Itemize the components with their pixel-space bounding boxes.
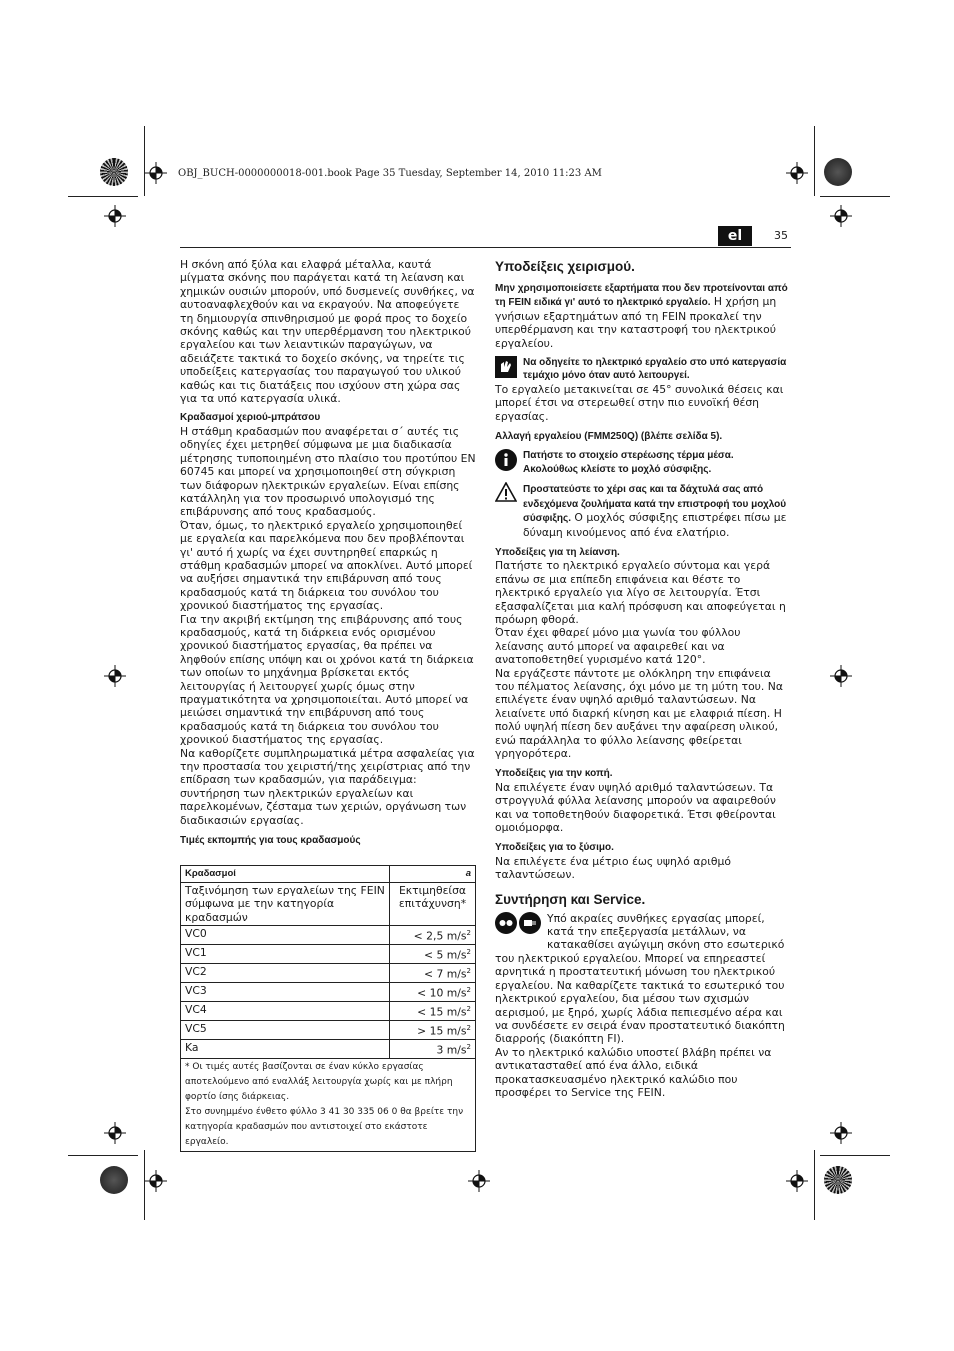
table-header-row [181,866,476,882]
table-cell: VC1 [181,945,390,964]
press-note [495,449,791,476]
registration-mark-icon [786,1170,808,1192]
table-cell [390,1021,476,1040]
registration-mark-icon [104,665,126,687]
value: 5 m/s [436,948,467,962]
table-row [181,1021,476,1040]
table-cell: VC2 [181,964,390,983]
guide-text: Να οδηγείτε το ηλεκτρικό εργαλείο στο υπό κατεργασία τεμάχιο μόνο όταν αυτό λειτουργεί. [523,357,787,382]
vibration-table [180,865,476,1152]
value: 3 m/s [436,1043,467,1057]
registration-mark-icon [104,205,126,227]
comparison-sign: < [417,1005,427,1019]
protect-warning: Προστατεύστε το χέρι σας και τα δάχτυλά σας από ενδεχόμενα ζουλήματα κατά την επιστροφή του μοχλού σύσφιξης. [523,484,787,525]
warning-triangle-icon [495,482,517,502]
press-text: Πατήστε το στοιχείο στερέωσης τέρμα μέσα. Ακολούθως κλείστε το μοχλό σύσφιξης. [523,450,734,475]
guide-note [495,356,791,383]
sanding-paragraph: Να εργάζεστε πάντοτε με ολόκληρη την επιφάνεια του πέλματος λείανσης, όχι μόνο με τη μύτη του. Να επιλέγετε έναν υψηλό αριθμό ταλαντώσεων. Να λειαίνετε υπό διαρκή κίνηση και με ελαφριά πίεση. Η πολύ υψηλή πίεση δεν αυξάνει την αφαίρεση υλικού, ενώ παράλληλα το φύλλο λείανσης φθείρεται γρηγορότερα. [495,666,783,760]
protect-note [495,482,791,539]
table-header-cell: a [390,866,476,882]
usage-text: Η χρήση μη γνήσιων εξαρτημάτων από τη FEIN προκαλεί την υπερθέρμανση και την καταστροφή του ηλεκτρικού εργαλείου. [495,295,777,350]
value: 15 m/s [429,1005,467,1019]
table-row [181,1002,476,1021]
exponent: 2 [466,1005,471,1014]
left-column [180,258,476,1152]
registration-mark-icon [104,1122,126,1144]
cutting-heading: Υποδείξεις για την κοπή. [495,768,613,780]
info-icon [495,449,517,471]
emission-table-heading: Τιμές εκπομπής για τους κραδασμούς [180,835,361,847]
service-paragraph: Αν το ηλεκτρικό καλώδιο υποστεί βλάβη πρέπει να αντικατασταθεί από ένα άλλο, ειδικά προκατασκευασμένο ηλεκτρικό καλώδιο που προσφέρει το Service της FEIN. [495,1045,772,1099]
usage-warning: Μην χρησιμοποιείσετε εξαρτήματα που δεν προτείνονται από τη FEIN ειδικά γι' αυτό το ηλεκτρικό εργαλείο. [495,283,788,309]
table-cell [390,945,476,964]
comparison-sign: > [417,1024,427,1038]
goggles-icon [495,912,517,934]
value: 10 m/s [429,986,467,1000]
cutting-paragraph: Να επιλέγετε έναν υψηλό αριθμό ταλαντώσεων. Τα στρογγυλά φύλλα λείανσης μπορούν να αφαιρεθούν και να τοποθετηθούν διαφορετικά. Έτσι φθείρονται ομοιόμορφα. [495,780,776,835]
service-icons [495,912,541,952]
crop-mark [814,126,815,196]
crop-mark [144,126,145,196]
exponent: 2 [466,967,471,976]
exponent: 2 [466,1024,471,1033]
table-cell [390,983,476,1002]
crop-mark [820,196,890,197]
value: 7 m/s [436,967,467,981]
tilt-paragraph: Το εργαλείο μετακινείται σε 45° συνολικά θέσεις και μπορεί έτσι να στερεωθεί στην πιο ευνοϊκή θέση εργασίας. [495,382,784,423]
table-note-row [181,1059,476,1152]
service-paragraph: του ηλεκτρικού εργαλείου. Μπορεί να επηρεαστεί αρνητικά η προστατευτική μόνωση του ηλεκτρικού εργαλείου. Να καθαρίζετε τακτικά το εσωτερικό του ηλεκτρικού εργαλείου, δια μέσου των σχισμών αερισμού, με ξηρό, χωρίς λάδια πεπιεσμένο αέρα και να συνδέσετε εν σειρά έναν προστατευτικό διακόπτη διαρροής (διακόπτη FI). [495,951,785,1046]
print-slug: OBJ_BUCH-0000000018-001.book Page 35 Tuesday, September 14, 2010 11:23 AM [178,168,602,179]
scraping-heading: Υποδείξεις για το ξύσιμο. [495,842,614,854]
comparison-sign: < [423,948,433,962]
vibration-paragraph: Η στάθμη κραδασμών που αναφέρεται σ΄ αυτές τις οδηγίες έχει μετρηθεί σύμφωνα με μια διαδικασία μέτρησης τυποποιημένη στο πλαίσιο του προτύπου EN 60745 και μπορεί να χρησιμοποιηθεί στη σύγκριση των διάφορων ηλεκτρικών εργαλείων. Είναι επίσης κατάλληλη για τον προσωρινό υπολογισμό της επιβάρυνσης από τους κραδασμούς. [180,424,476,519]
sanding-heading: Υποδείξεις για τη λείανση. [495,546,620,558]
usage-paragraph [495,281,791,350]
value: 15 m/s [429,1024,467,1038]
table-row [181,964,476,983]
table-cell: VC0 [181,926,390,945]
tool-change-heading: Αλλαγή εργαλείου (FMM250Q) (βλέπε σελίδα 5). [495,431,723,443]
protect-text [523,482,791,539]
language-badge: el [718,226,752,246]
color-target-icon [824,1166,852,1194]
color-target-icon [100,158,128,186]
table-cell [390,964,476,983]
table-row [181,983,476,1002]
table-cell: Εκτιμηθείσα επιτάχυνση* [390,882,476,925]
exponent: 2 [466,986,471,995]
table-header-cell: Κραδασμοί [181,866,390,882]
registration-mark-icon [830,1122,852,1144]
crop-mark [814,1150,815,1220]
crop-mark [820,1155,890,1156]
sanding-paragraph: Όταν έχει φθαρεί μόνο μια γωνία του φύλλου λείανσης αυτό μπορεί να αφαιρεθεί και να ανατοποθετηθεί γυρισμένο κατά 120°. [495,626,741,667]
crop-mark [68,196,138,197]
table-row [181,926,476,945]
color-target-icon [100,1166,128,1194]
registration-mark-icon [830,205,852,227]
usage-heading: Υποδείξεις χειρισμού. [495,259,635,274]
vibration-paragraph: Να καθορίζετε συμπληρωματικά μέτρα ασφαλείας για την προστασία του χειριστή/της χειρίστριας από την επίδραση των κραδασμών, για παράδειγμα: συντήρηση των ηλεκτρικών εργαλείων και παρελκομένων, ζέσταμα των χεριών, οργάνωση των διαδικασιών εργασίας. [180,746,475,827]
table-note [181,1059,476,1152]
table-cell: VC4 [181,1002,390,1021]
service-heading: Συντήρηση και Service. [495,891,646,907]
registration-mark-icon [786,162,808,184]
protect-detail: Ο μοχλός σύσφιξης επιστρέφει πίσω με δύναμη κινούμενος από ένα ελατήριο. [523,511,787,539]
table-cell: VC3 [181,983,390,1002]
table-cell [390,1040,476,1059]
scraping-paragraph: Να επιλέγετε ένα μέτριο έως υψηλό αριθμό ταλαντώσεων. [495,854,731,882]
service-paragraph-start: Υπό ακραίες συνθήκες εργασίας μπορεί, κατά την επεξεργασία μετάλλων, να κατακαθίσει αγώγιμη σκόνη στο εσωτερικό [547,911,785,952]
unplug-icon [519,912,541,934]
page-number: 35 [774,229,788,242]
header-rule [180,247,791,248]
comparison-sign: < [417,986,427,1000]
color-target-icon [824,158,852,186]
registration-mark-icon [830,665,852,687]
value: 2,5 m/s [426,929,467,943]
exponent: 2 [466,929,471,938]
comparison-sign: < [413,929,423,943]
table-row [181,1040,476,1059]
table-footnote: Στο συνημμένο ένθετο φύλλο 3 41 30 335 06 0 θα βρείτε την κατηγορία κραδασμών που αντιστοιχεί στο εκάστοτε εργαλείο. [185,1107,464,1148]
table-cell [390,1002,476,1021]
sanding-paragraph: Πατήστε το ηλεκτρικό εργαλείο σύντομα και γερά επάνω σε μια επίπεδη επιφάνεια και θέστε το ηλεκτρικό εργαλείο για λίγο σε λειτουργία. Έτσι εξασφαλίζεται μια καλή πρόσφυση και αποφεύγεται η πρόωρη φθορά. [495,559,786,626]
table-row [181,882,476,925]
service-note [495,912,791,952]
vibration-paragraph: Όταν, όμως, το ηλεκτρικό εργαλείο χρησιμοποιηθεί με εργαλεία και παρελκόμενα που δεν προβλέπονται γι' αυτό ή χωρίς να έχει συντηρηθεί επαρκώς η στάθμη κραδασμών μπορεί να αποκλίνει. Αυτό μπορεί να αυξήσει σημαντικά την επιβάρυνση από τους κραδασμούς κατά τη διάρκεια του συνόλου του χρονικού διαστήματος της εργασίας. [180,518,473,613]
exponent: 2 [466,948,471,957]
right-column [495,258,791,1099]
registration-mark-icon [145,1170,167,1192]
table-cell [390,926,476,945]
dust-paragraph: Η σκόνη από ξύλα και ελαφρά μέταλλα, καυτά μίγματα σκόνης που παράγεται κατά τη λείανση και χημικών ουσιών μπορούν, υπό δυσμενείς συνθήκες, να αυτοαναφλεχθούν και να εκραγούν. Να αποφεύγετε τη δημιουργία σπινθηρισμού με φορά προς το δοχείο σκόνης καθώς και την υπερθέρμανση του ηλεκτρικού εργαλείου και των λειαντικών παραγώγων, να αδειάζετε τακτικά το δοχείο σκόνης, να τηρείτε τις υποδείξεις κατεργασίας του παραγωγού του υλικού καθώς και τις διατάξεις που ισχύουν στη χώρα σας για τα υπό κατεργασία υλικά. [180,258,475,406]
table-cell: Ka [181,1040,390,1059]
table-footnote: * Οι τιμές αυτές βασίζονται σε έναν κύκλο εργασίας αποτελούμενο από εναλλάξ λειτουργία χωρίς και με πλήρη φορτίο ίσης διάρκειας. [185,1062,453,1103]
table-cell: Ταξινόμηση των εργαλείων της FEIN σύμφωνα με την κατηγορία κραδασμών [181,882,390,925]
comparison-sign: < [423,967,433,981]
vibration-heading: Κραδασμοί χεριού-μπράτσου [180,412,321,424]
crop-mark [68,1155,138,1156]
table-cell: VC5 [181,1021,390,1040]
vibration-paragraph: Για την ακριβή εκτίμηση της επιβάρυνσης από τους κραδασμούς, κατά τη διάρκεια ενός ορισμένου χρονικού διαστήματος εργασίας, θα πρέπει να ληφθούν επίσης υπόψη και οι χρόνοι κατά τη διάρκεια των οποίων το μηχάνημα βρίσκεται εκτός λειτουργίας ή λειτουργεί χωρίς όμως στην πραγματικότητα να χρησιμοποιείται. Αυτό μπορεί να μειώσει σημαντικά την επιβάρυνση από τους κραδασμούς κατά τη διάρκεια του συνόλου του χρονικού διαστήματος της εργασίας. [180,612,474,747]
registration-mark-icon [145,162,167,184]
registration-mark-icon [468,1170,490,1192]
table-row [181,945,476,964]
hand-tool-icon [495,356,517,378]
exponent: 2 [466,1043,471,1052]
